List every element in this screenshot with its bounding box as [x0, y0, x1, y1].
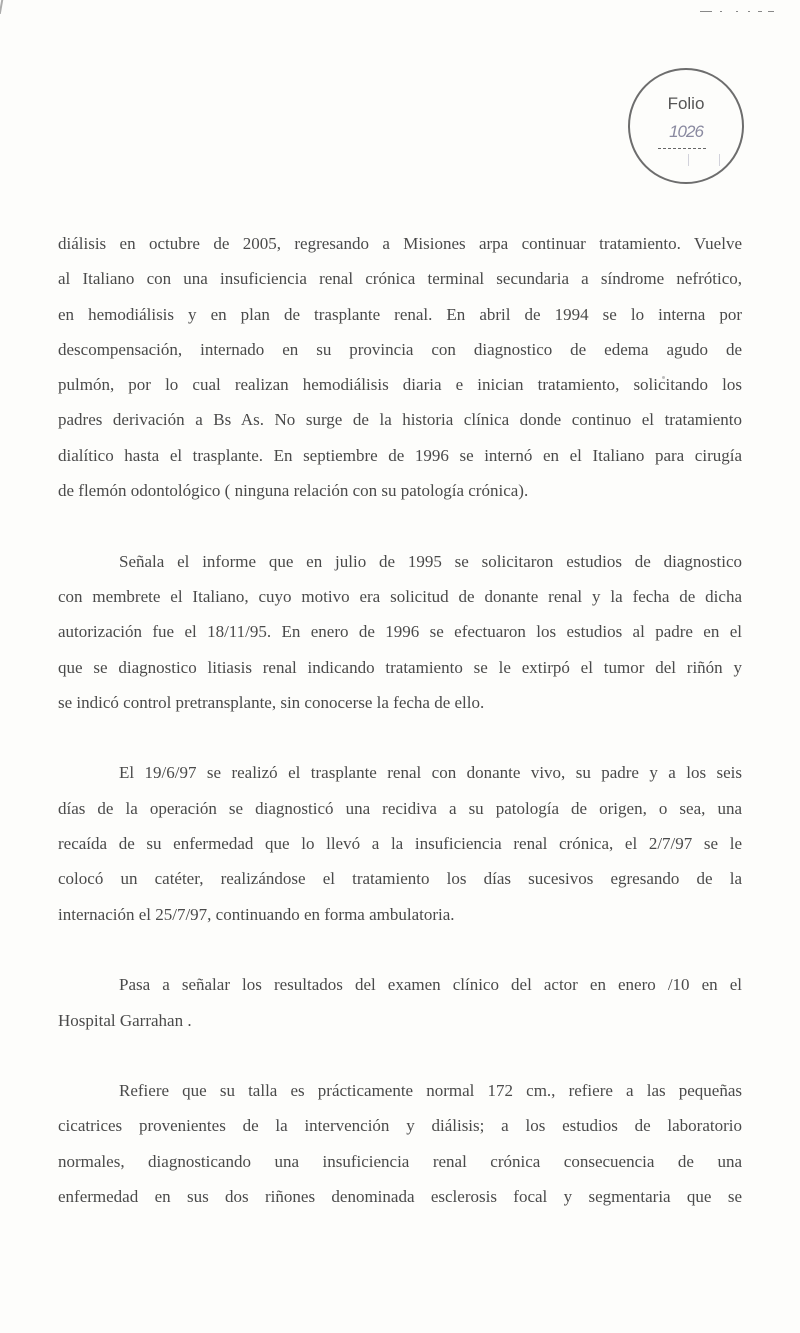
text-line: dialítico hasta el trasplante. En septiembre de 1996 se internó en el Italiano para cirugía	[58, 445, 742, 465]
paragraph	[58, 544, 742, 720]
paragraph	[58, 1073, 742, 1214]
text-line: Refiere que su talla es prácticamente normal 172 cm., refiere a las pequeñas	[119, 1081, 742, 1101]
text-line: con membrete el Italiano, cuyo motivo era solicitud de donante renal y la fecha de dicha	[58, 586, 742, 606]
text-line: El 19/6/97 se realizó el trasplante renal con donante vivo, su padre y a los seis	[119, 763, 742, 783]
text-line: colocó un catéter, realizándose el tratamiento los días sucesivos egresando de la	[58, 869, 742, 889]
folio-number: 1026	[669, 122, 703, 141]
text-line: Hospital Garrahan .	[58, 1010, 192, 1030]
paragraph-gap	[58, 508, 742, 543]
document-body	[58, 226, 742, 1214]
paragraph	[58, 226, 742, 508]
folio-label: Folio	[667, 94, 705, 113]
paragraph	[58, 967, 742, 1038]
text-line: que se diagnostico litiasis renal indicando tratamiento se le extirpó el tumor del riñón y	[58, 657, 742, 677]
scan-corner-mark	[0, 0, 9, 14]
paragraph-gap	[58, 1038, 742, 1073]
folio-initials	[688, 154, 720, 166]
text-line: descompensación, internado en su provincia con diagnostico de edema agudo de	[58, 339, 742, 359]
folio-underline	[658, 148, 706, 149]
text-line: de flemón odontológico ( ninguna relación con su patología crónica).	[58, 481, 529, 501]
text-line: en hemodiálisis y en plan de trasplante renal. En abril de 1994 se lo interna por	[58, 304, 742, 324]
text-line: se indicó control pretransplante, sin conocerse la fecha de ello.	[58, 692, 485, 712]
text-line: Señala el informe que en julio de 1995 se solicitaron estudios de diagnostico	[119, 551, 742, 571]
scan-top-marks	[698, 8, 788, 14]
paragraph-gap	[58, 932, 742, 967]
text-line: padres derivación a Bs As. No surge de la historia clínica donde continuo el tratamiento	[58, 410, 742, 430]
text-line: días de la operación se diagnosticó una recidiva a su patología de origen, o sea, una	[58, 798, 742, 818]
text-line: diálisis en octubre de 2005, regresando a Misiones arpa continuar tratamiento. Vuelve	[58, 234, 742, 253]
text-line: Pasa a señalar los resultados del examen clínico del actor en enero /10 en el	[119, 975, 742, 995]
text-line: al Italiano con una insuficiencia renal crónica terminal secundaria a síndrome nefrótico,	[58, 269, 742, 289]
text-line: recaída de su enfermedad que lo llevó a la insuficiencia renal crónica, el 2/7/97 se le	[58, 834, 742, 854]
text-line: cicatrices provenientes de la intervención y diálisis; a los estudios de laboratorio	[58, 1116, 742, 1136]
folio-stamp	[628, 68, 744, 184]
text-line: normales, diagnosticando una insuficiencia renal crónica consecuencia de una	[58, 1151, 742, 1171]
paragraph-gap	[58, 720, 742, 755]
text-line: pulmón, por lo cual realizan hemodiálisis diaria e inician tratamiento, solicitando los	[58, 375, 742, 395]
text-line: autorización fue el 18/11/95. En enero de 1996 se efectuaron los estudios al padre en el	[58, 622, 742, 642]
text-line: internación el 25/7/97, continuando en forma ambulatoria.	[58, 904, 455, 924]
text-line: enfermedad en sus dos riñones denominada esclerosis focal y segmentaria que se	[58, 1187, 742, 1207]
paragraph	[58, 755, 742, 931]
